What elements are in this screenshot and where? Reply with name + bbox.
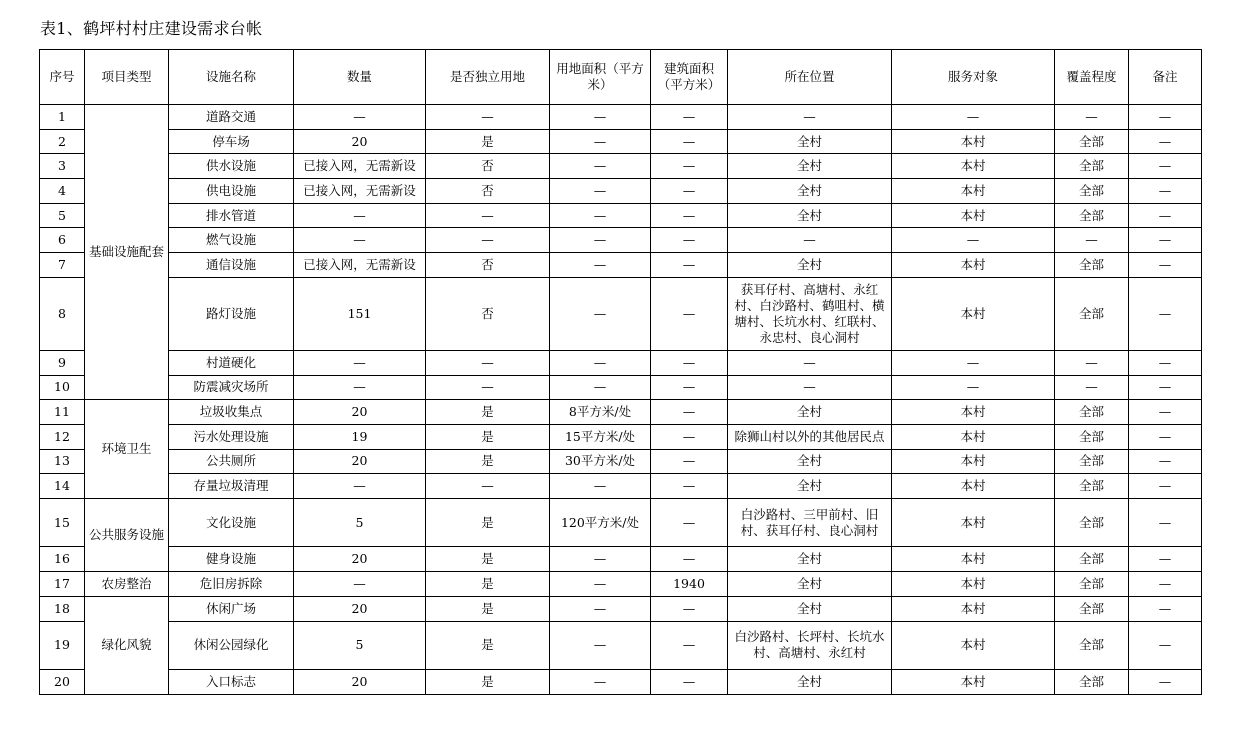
cell-project-type: 基础设施配套 [85, 105, 169, 400]
cell-build-area: — [651, 474, 728, 499]
cell-target: 本村 [892, 449, 1055, 474]
cell-coverage: — [1055, 228, 1129, 253]
cell-coverage: 全部 [1055, 203, 1129, 228]
cell-seq: 18 [40, 596, 85, 621]
cell-seq: 2 [40, 129, 85, 154]
cell-build-area: 1940 [651, 572, 728, 597]
header-row [40, 50, 1202, 105]
cell-qty: — [294, 474, 426, 499]
cell-qty: 151 [294, 277, 426, 350]
cell-build-area: — [651, 203, 728, 228]
cell-remarks: — [1129, 424, 1202, 449]
header-independent: 是否独立用地 [426, 50, 550, 105]
cell-independent: — [426, 375, 550, 400]
table-row [40, 253, 1202, 278]
cell-land-area: 15平方米/处 [550, 424, 651, 449]
cell-independent: 是 [426, 424, 550, 449]
cell-seq: 15 [40, 498, 85, 547]
table-row [40, 596, 1202, 621]
cell-qty: — [294, 228, 426, 253]
cell-independent: — [426, 350, 550, 375]
cell-independent: 否 [426, 154, 550, 179]
cell-build-area: — [651, 596, 728, 621]
cell-land-area: — [550, 596, 651, 621]
cell-build-area: — [651, 154, 728, 179]
cell-land-area: — [550, 547, 651, 572]
cell-land-area: — [550, 179, 651, 204]
cell-seq: 12 [40, 424, 85, 449]
cell-location: 全村 [728, 203, 892, 228]
cell-name: 供水设施 [169, 154, 294, 179]
cell-project-type: 环境卫生 [85, 400, 169, 499]
cell-coverage: 全部 [1055, 424, 1129, 449]
cell-location: 全村 [728, 129, 892, 154]
cell-independent: 是 [426, 596, 550, 621]
cell-coverage: 全部 [1055, 129, 1129, 154]
cell-land-area: — [550, 228, 651, 253]
cell-coverage: 全部 [1055, 498, 1129, 547]
header-build-area: 建筑面积（平方米） [651, 50, 728, 105]
cell-location: 除狮山村以外的其他居民点 [728, 424, 892, 449]
cell-project-type: 农房整治 [85, 572, 169, 597]
cell-seq: 11 [40, 400, 85, 425]
cell-remarks: — [1129, 449, 1202, 474]
cell-remarks: — [1129, 474, 1202, 499]
cell-location: 全村 [728, 572, 892, 597]
cell-independent: 是 [426, 400, 550, 425]
cell-remarks: — [1129, 179, 1202, 204]
cell-name: 休闲广场 [169, 596, 294, 621]
cell-target: — [892, 375, 1055, 400]
cell-location: 全村 [728, 253, 892, 278]
cell-build-area: — [651, 228, 728, 253]
cell-remarks: — [1129, 253, 1202, 278]
cell-seq: 20 [40, 670, 85, 695]
cell-location: — [728, 375, 892, 400]
cell-qty: 20 [294, 670, 426, 695]
cell-coverage: 全部 [1055, 572, 1129, 597]
cell-coverage: — [1055, 375, 1129, 400]
table-row [40, 474, 1202, 499]
cell-location: 全村 [728, 179, 892, 204]
cell-location: 全村 [728, 154, 892, 179]
cell-seq: 6 [40, 228, 85, 253]
cell-name: 路灯设施 [169, 277, 294, 350]
cell-qty: 20 [294, 547, 426, 572]
cell-land-area: — [550, 375, 651, 400]
cell-build-area: — [651, 498, 728, 547]
table-row [40, 105, 1202, 130]
cell-qty: 19 [294, 424, 426, 449]
cell-name: 文化设施 [169, 498, 294, 547]
cell-name: 污水处理设施 [169, 424, 294, 449]
cell-seq: 5 [40, 203, 85, 228]
cell-name: 健身设施 [169, 547, 294, 572]
cell-target: 本村 [892, 547, 1055, 572]
cell-target: — [892, 350, 1055, 375]
cell-qty: — [294, 572, 426, 597]
cell-coverage: 全部 [1055, 253, 1129, 278]
table-row [40, 179, 1202, 204]
cell-remarks: — [1129, 129, 1202, 154]
cell-target: 本村 [892, 596, 1055, 621]
cell-remarks: — [1129, 203, 1202, 228]
cell-remarks: — [1129, 228, 1202, 253]
table-row [40, 228, 1202, 253]
cell-remarks: — [1129, 105, 1202, 130]
cell-remarks: — [1129, 621, 1202, 670]
cell-target: 本村 [892, 277, 1055, 350]
cell-target: 本村 [892, 203, 1055, 228]
cell-independent: 是 [426, 572, 550, 597]
cell-location: — [728, 228, 892, 253]
cell-coverage: 全部 [1055, 596, 1129, 621]
table-row [40, 277, 1202, 350]
cell-location: 全村 [728, 547, 892, 572]
cell-target: 本村 [892, 670, 1055, 695]
cell-seq: 10 [40, 375, 85, 400]
cell-qty: 20 [294, 400, 426, 425]
cell-coverage: 全部 [1055, 474, 1129, 499]
cell-remarks: — [1129, 375, 1202, 400]
cell-build-area: — [651, 400, 728, 425]
cell-location: 白沙路村、三甲前村、旧村、获耳仔村、良心洞村 [728, 498, 892, 547]
cell-independent: 否 [426, 179, 550, 204]
cell-target: 本村 [892, 253, 1055, 278]
cell-project-type: 绿化风貌 [85, 596, 169, 694]
cell-name: 垃圾收集点 [169, 400, 294, 425]
cell-seq: 3 [40, 154, 85, 179]
cell-name: 燃气设施 [169, 228, 294, 253]
cell-seq: 13 [40, 449, 85, 474]
cell-land-area: 8平方米/处 [550, 400, 651, 425]
cell-build-area: — [651, 621, 728, 670]
cell-name: 供电设施 [169, 179, 294, 204]
cell-land-area: — [550, 105, 651, 130]
cell-coverage: — [1055, 350, 1129, 375]
cell-independent: 是 [426, 547, 550, 572]
cell-target: 本村 [892, 179, 1055, 204]
cell-qty: 5 [294, 498, 426, 547]
cell-coverage: 全部 [1055, 179, 1129, 204]
table-row [40, 424, 1202, 449]
header-remarks: 备注 [1129, 50, 1202, 105]
cell-qty: — [294, 350, 426, 375]
cell-qty: — [294, 105, 426, 130]
cell-seq: 17 [40, 572, 85, 597]
header-name: 设施名称 [169, 50, 294, 105]
cell-independent: 是 [426, 670, 550, 695]
cell-independent: — [426, 203, 550, 228]
header-coverage: 覆盖程度 [1055, 50, 1129, 105]
cell-seq: 8 [40, 277, 85, 350]
cell-independent: 是 [426, 449, 550, 474]
cell-name: 休闲公园绿化 [169, 621, 294, 670]
cell-location: 全村 [728, 474, 892, 499]
cell-target: 本村 [892, 621, 1055, 670]
cell-independent: — [426, 105, 550, 130]
table-title: 表1、鹤坪村村庄建设需求台帐 [40, 19, 263, 38]
cell-name: 危旧房拆除 [169, 572, 294, 597]
cell-name: 公共厕所 [169, 449, 294, 474]
cell-name: 道路交通 [169, 105, 294, 130]
cell-coverage: 全部 [1055, 449, 1129, 474]
cell-location: 获耳仔村、高塘村、永红村、白沙路村、鹤咀村、横塘村、长坑水村、红联村、永忠村、良心洞村 [728, 277, 892, 350]
construction-needs-table [39, 49, 1202, 695]
cell-coverage: 全部 [1055, 277, 1129, 350]
cell-land-area: — [550, 350, 651, 375]
cell-name: 停车场 [169, 129, 294, 154]
cell-target: 本村 [892, 400, 1055, 425]
cell-independent: — [426, 474, 550, 499]
cell-independent: 否 [426, 277, 550, 350]
cell-project-type: 公共服务设施 [85, 498, 169, 571]
cell-land-area: — [550, 572, 651, 597]
cell-location: 全村 [728, 670, 892, 695]
cell-remarks: — [1129, 350, 1202, 375]
header-land-area: 用地面积（平方米） [550, 50, 651, 105]
cell-build-area: — [651, 253, 728, 278]
cell-name: 存量垃圾清理 [169, 474, 294, 499]
cell-independent: 是 [426, 129, 550, 154]
cell-remarks: — [1129, 670, 1202, 695]
cell-location: 全村 [728, 596, 892, 621]
cell-target: 本村 [892, 474, 1055, 499]
cell-qty: 20 [294, 596, 426, 621]
cell-target: 本村 [892, 154, 1055, 179]
cell-build-area: — [651, 277, 728, 350]
table-row [40, 621, 1202, 670]
cell-land-area: 30平方米/处 [550, 449, 651, 474]
cell-land-area: — [550, 253, 651, 278]
header-qty: 数量 [294, 50, 426, 105]
table-row [40, 498, 1202, 547]
table-row [40, 449, 1202, 474]
cell-qty: 已接入网，无需新设 [294, 154, 426, 179]
header-target: 服务对象 [892, 50, 1055, 105]
cell-independent: 是 [426, 621, 550, 670]
cell-remarks: — [1129, 277, 1202, 350]
cell-location: — [728, 350, 892, 375]
cell-land-area: — [550, 670, 651, 695]
cell-land-area: — [550, 154, 651, 179]
cell-target: 本村 [892, 424, 1055, 449]
cell-coverage: 全部 [1055, 547, 1129, 572]
cell-build-area: — [651, 105, 728, 130]
cell-coverage: 全部 [1055, 400, 1129, 425]
cell-location: — [728, 105, 892, 130]
cell-build-area: — [651, 547, 728, 572]
cell-coverage: 全部 [1055, 670, 1129, 695]
cell-remarks: — [1129, 596, 1202, 621]
table-row [40, 129, 1202, 154]
cell-coverage: — [1055, 105, 1129, 130]
cell-name: 防震减灾场所 [169, 375, 294, 400]
cell-qty: 已接入网，无需新设 [294, 253, 426, 278]
cell-seq: 9 [40, 350, 85, 375]
cell-location: 白沙路村、长坪村、长坑水村、高塘村、永红村 [728, 621, 892, 670]
cell-remarks: — [1129, 154, 1202, 179]
cell-seq: 1 [40, 105, 85, 130]
cell-qty: — [294, 203, 426, 228]
cell-build-area: — [651, 670, 728, 695]
cell-name: 村道硬化 [169, 350, 294, 375]
cell-remarks: — [1129, 547, 1202, 572]
cell-location: 全村 [728, 400, 892, 425]
cell-build-area: — [651, 424, 728, 449]
cell-build-area: — [651, 350, 728, 375]
cell-land-area: — [550, 203, 651, 228]
cell-seq: 16 [40, 547, 85, 572]
cell-qty: — [294, 375, 426, 400]
table-row [40, 547, 1202, 572]
cell-target: — [892, 228, 1055, 253]
cell-name: 入口标志 [169, 670, 294, 695]
table-row [40, 154, 1202, 179]
header-type: 项目类型 [85, 50, 169, 105]
cell-build-area: — [651, 449, 728, 474]
cell-land-area: — [550, 621, 651, 670]
table-row [40, 375, 1202, 400]
table-row [40, 350, 1202, 375]
cell-remarks: — [1129, 572, 1202, 597]
cell-location: 全村 [728, 449, 892, 474]
cell-target: 本村 [892, 498, 1055, 547]
table-row [40, 572, 1202, 597]
table-row [40, 670, 1202, 695]
header-seq: 序号 [40, 50, 85, 105]
cell-build-area: — [651, 375, 728, 400]
cell-remarks: — [1129, 400, 1202, 425]
cell-coverage: 全部 [1055, 621, 1129, 670]
table-row [40, 203, 1202, 228]
cell-seq: 7 [40, 253, 85, 278]
cell-qty: 5 [294, 621, 426, 670]
cell-land-area: — [550, 474, 651, 499]
cell-name: 排水管道 [169, 203, 294, 228]
cell-qty: 已接入网，无需新设 [294, 179, 426, 204]
cell-target: 本村 [892, 129, 1055, 154]
cell-land-area: — [550, 129, 651, 154]
table-row [40, 400, 1202, 425]
cell-seq: 14 [40, 474, 85, 499]
cell-land-area: — [550, 277, 651, 350]
cell-target: 本村 [892, 572, 1055, 597]
cell-seq: 4 [40, 179, 85, 204]
cell-target: — [892, 105, 1055, 130]
cell-qty: 20 [294, 129, 426, 154]
cell-independent: — [426, 228, 550, 253]
cell-independent: 否 [426, 253, 550, 278]
cell-land-area: 120平方米/处 [550, 498, 651, 547]
header-location: 所在位置 [728, 50, 892, 105]
cell-build-area: — [651, 129, 728, 154]
cell-coverage: 全部 [1055, 154, 1129, 179]
cell-name: 通信设施 [169, 253, 294, 278]
cell-independent: 是 [426, 498, 550, 547]
cell-seq: 19 [40, 621, 85, 670]
cell-build-area: — [651, 179, 728, 204]
cell-qty: 20 [294, 449, 426, 474]
cell-remarks: — [1129, 498, 1202, 547]
